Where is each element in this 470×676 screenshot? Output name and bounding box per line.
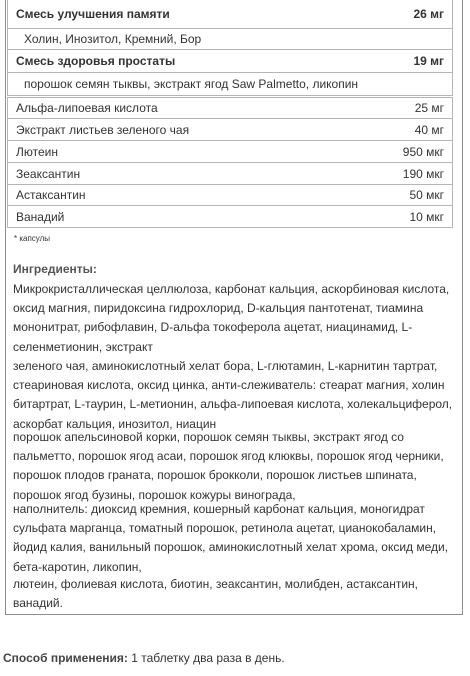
memory-blend-components-row xyxy=(7,29,453,50)
usage-instructions xyxy=(3,651,285,665)
nutrient-amount: 40 мг xyxy=(414,122,444,137)
nutrient-amount: 10 мкг xyxy=(409,209,444,224)
nutrient-row xyxy=(7,141,453,163)
usage-label: Способ применения: xyxy=(3,651,128,665)
prostate-blend-amount: 19 мг xyxy=(413,54,444,68)
nutrient-row xyxy=(7,206,453,228)
nutrient-amount: 50 мкг xyxy=(409,188,444,202)
table-footnote: * капсулы xyxy=(14,234,51,243)
nutrient-name: Экстракт листьев зеленого чая xyxy=(16,122,190,137)
ingredients-paragraph: лютеин, фолиевая кислота, биотин, зеаксантин, молибден, астаксантин, ванадий. xyxy=(13,577,418,611)
ingredients-paragraph: наполнитель: диоксид кремния, кошерный карбонат кальция, моногидрат сульфата марганца, томатный порошок, ретинола ацетат, цианокобаламин, йодид калия, ванильный порошок, аминокислотный хелат хрома, оксид меди, бета-каротин, ликопин, xyxy=(13,502,449,574)
ingredients-paragraph: Микрокристаллическая целлюлоза, карбонат кальция, аскорбиновая кислота, оксид магния, пиридоксина гидрохлорид, D-кальция пантотенат, тиамина мононитрат, рибофлавин, D-альфа токоферола ацетат, ниацинамид, L-селенметионин, экстракт xyxy=(13,282,450,354)
prostate-blend-row xyxy=(7,50,453,73)
nutrient-name: Зеаксантин xyxy=(16,166,81,181)
nutrient-row xyxy=(7,97,453,119)
nutrient-row xyxy=(7,185,453,206)
memory-blend-amount: 26 мг xyxy=(413,7,444,21)
memory-blend-row xyxy=(7,0,453,29)
ingredients-paragraph: зеленого чая, аминокислотный хелат бора, L-глютамин, L-карнитин тартрат, стеариновая кислота, оксид цинка, анти-слеживатель: стеарат магния, холин битартрат, L-таурин, L-метионин, альфа-липоевая кислота, холекальциферол, аскорбат кальция, инозитол, ниацин xyxy=(13,359,453,431)
memory-blend-label: Смесь улучшения памяти xyxy=(16,7,170,21)
nutrient-name: Ванадий xyxy=(16,209,65,224)
prostate-blend-components: порошок семян тыквы, экстракт ягод Saw Palmetto, ликопин xyxy=(24,77,359,91)
prostate-blend-label: Смесь здоровья простаты xyxy=(16,54,176,68)
nutrient-name: Альфа-липоевая кислота xyxy=(16,101,158,115)
nutrient-amount: 25 мг xyxy=(414,101,444,115)
nutrient-row xyxy=(7,163,453,185)
usage-text: 1 таблетку два раза в день. xyxy=(131,651,285,665)
nutrient-amount: 190 мкг xyxy=(402,166,444,181)
memory-blend-components: Холин, Инозитол, Кремний, Бор xyxy=(24,32,202,46)
nutrient-name: Лютеин xyxy=(16,144,58,159)
ingredients-paragraph: порошок апельсиновой корки, порошок семян тыквы, экстракт ягод со пальметто, порошок ягод асаи, порошок ягод клюквы, порошок ягод черники, порошок плодов граната, порошок брокколи, порошок листьев шпината, порошок ягод бузины, порошок кожуры винограда, xyxy=(13,430,444,502)
nutrient-amount: 950 мкг xyxy=(402,144,444,159)
ingredients-heading: Ингредиенты: xyxy=(13,262,97,276)
nutrient-row xyxy=(7,119,453,141)
prostate-blend-components-row xyxy=(7,73,453,96)
nutrient-name: Астаксантин xyxy=(16,188,86,202)
